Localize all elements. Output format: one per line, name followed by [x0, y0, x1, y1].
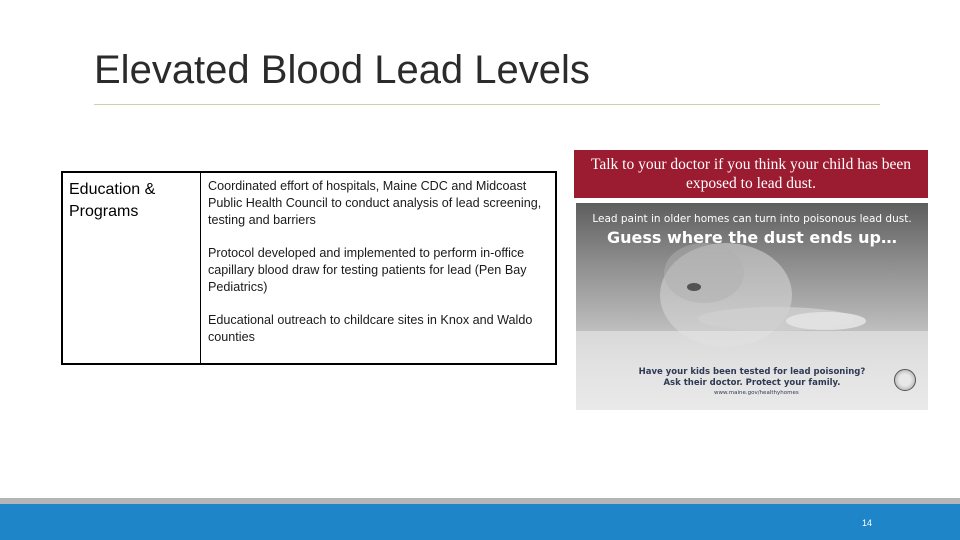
table-paragraph: Protocol developed and implemented to perform in-office capillary blood draw for testing patients for lead (Pen Bay Pediatrics) — [208, 246, 527, 294]
poster-subheading: Lead paint in older homes can turn into poisonous lead dust. — [592, 213, 912, 225]
lead-awareness-poster — [574, 150, 928, 410]
content-table — [61, 171, 557, 365]
poster-question: Have your kids been tested for lead poisoning? — [638, 367, 866, 377]
poster-url: www.maine.gov/healthyhomes — [714, 390, 799, 396]
footer-bar — [0, 504, 960, 540]
title-divider — [94, 104, 880, 105]
poster-photo — [576, 203, 928, 410]
slide-title: Elevated Blood Lead Levels — [94, 48, 590, 92]
poster-headline: Guess where the dust ends up… — [606, 228, 897, 247]
table-paragraph: Educational outreach to childcare sites in Knox and Waldo counties — [208, 313, 533, 344]
poster-banner — [574, 150, 928, 198]
page-number: 14 — [862, 518, 873, 528]
table-label: Education & Programs — [69, 181, 156, 220]
state-seal-icon — [894, 369, 916, 391]
poster-banner-text: Talk to your doctor if you think your child has been exposed to lead dust. — [590, 156, 912, 192]
table-body-cell — [201, 173, 555, 363]
table-paragraph: Coordinated effort of hospitals, Maine CDC and Midcoast Public Health Council to conduct analysis of lead screening, testing and barriers — [208, 179, 542, 227]
poster-call-to-action: Ask their doctor. Protect your family. — [663, 378, 841, 388]
table-label-cell — [63, 173, 201, 363]
